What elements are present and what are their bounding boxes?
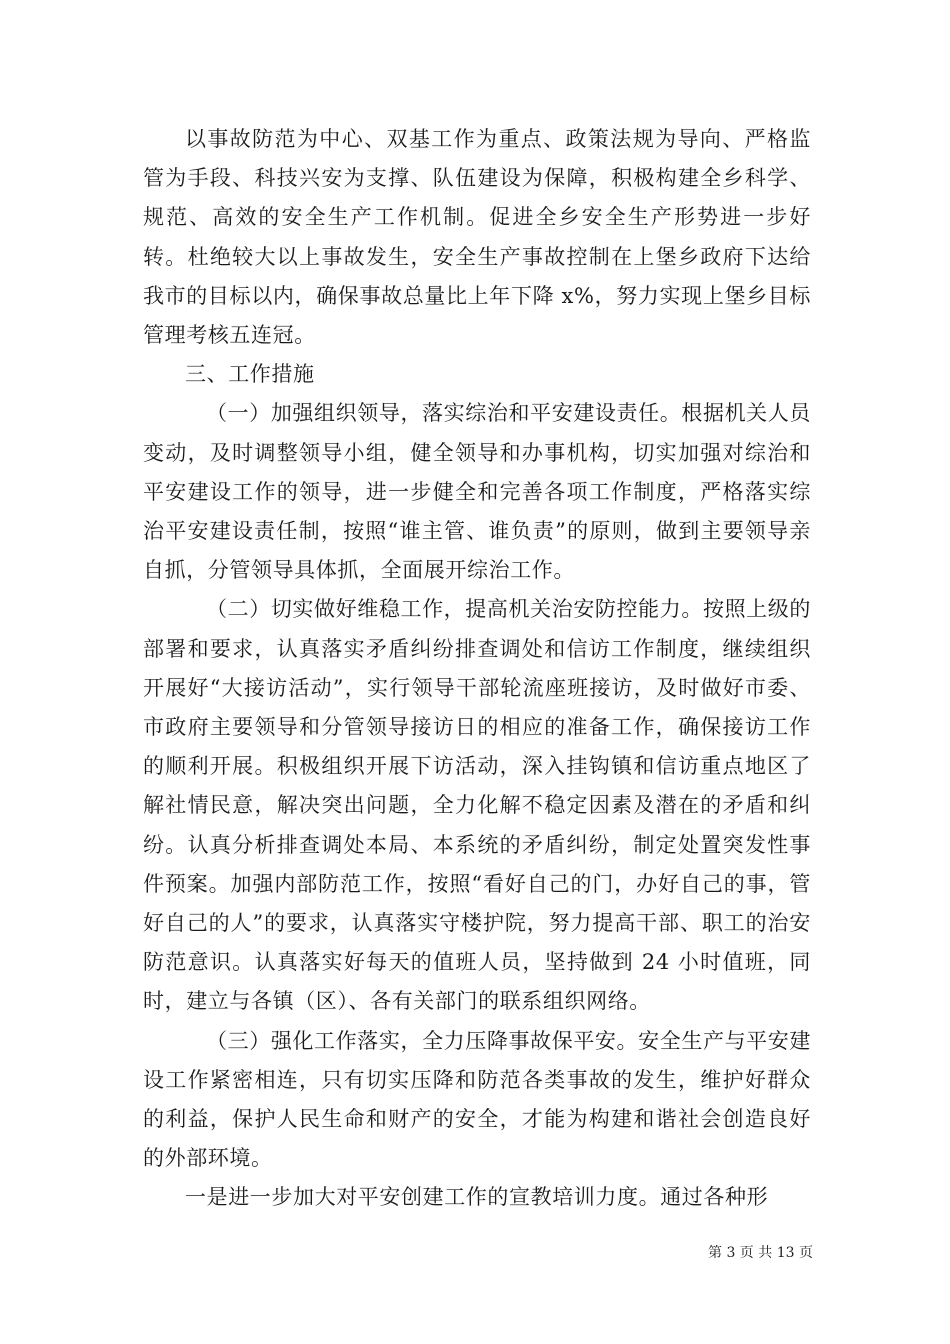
paragraph-goal-continuation: 以事故防范为中心、双基工作为重点、政策法规为导向、严格监管为手段、科技兴安为支撑、队伍建设为保障，积极构建全乡科学、规范、高效的安全生产工作机制。促进全乡安全生产形势进一步好转。杜绝较大以上事故发生，安全生产事故控制在上堡乡政府下达给我市的目标以内，确保事故总量比上年下降 x%，努力实现上堡乡目标管理考核五连冠。: [143, 127, 811, 348]
paragraph-measure-3: （三）强化工作落实，全力压降事故保平安。安全生产与平安建设工作紧密相连，只有切实压降和防范各类事故的发生，维护好群众的利益，保护人民生命和财产的安全，才能为构建和谐社会创造良好的外部环境。: [143, 1028, 811, 1171]
document-body: [143, 120, 811, 1218]
paragraph-measure-2: （二）切实做好维稳工作，提高机关治安防控能力。按照上级的部署和要求，认真落实矛盾纠纷排查调处和信访工作制度，继续组织开展好“大接访活动”，实行领导干部轮流座班接访，及时做好市委、市政府主要领导和分管领导接访日的相应的准备工作，确保接访工作的顺利开展。积极组织开展下访活动，深入挂钩镇和信访重点地区了解社情民意，解决突出问题，全力化解不稳定因素及潜在的矛盾和纠纷。认真分析排查调处本局、本系统的矛盾纠纷，制定处置突发性事件预案。加强内部防范工作，按照“看好自己的门，办好自己的事，管好自己的人”的要求，认真落实守楼护院，努力提高干部、职工的治安防范意识。认真落实好每天的值班人员，坚持做到 24 小时值班，同时，建立与各镇（区）、各有关部门的联系组织网络。: [143, 597, 811, 1014]
page-number-footer: 第 3 页 共 13 页: [708, 1245, 813, 1261]
paragraph-measure-1: （一）加强组织领导，落实综治和平安建设责任。根据机关人员变动，及时调整领导小组，健全领导和办事机构，切实加强对综治和平安建设工作的领导，进一步健全和完善各项工作制度，严格落实综治平安建设责任制，按照“谁主管、谁负责”的原则，做到主要领导亲自抓，分管领导具体抓，全面展开综治工作。: [143, 401, 811, 583]
paragraph-point-1: 一是进一步加大对平安创建工作的宣教培训力度。通过各种形: [185, 1185, 769, 1210]
section-heading-work-measures: 三、工作措施: [185, 362, 315, 387]
